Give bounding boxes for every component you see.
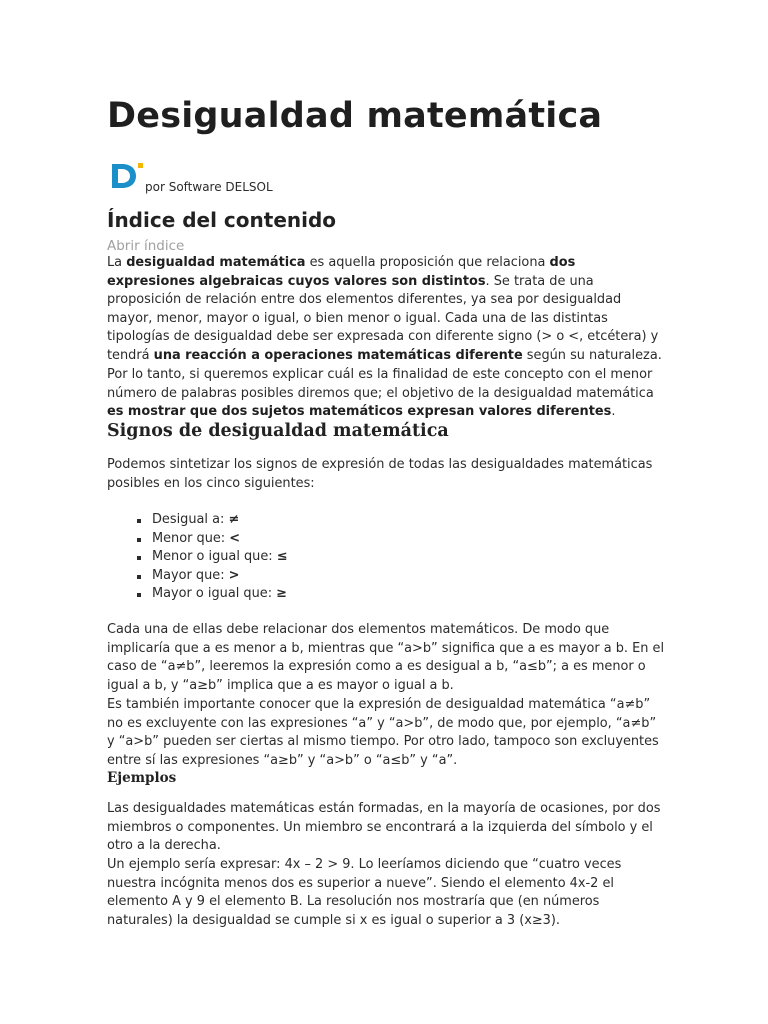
toc-title: Índice del contenido [107,208,337,232]
author-name: por Software DELSOL [145,180,273,194]
table-of-contents [107,208,667,254]
delsol-logo-icon [110,160,144,190]
sign-symbol: ≠ [228,512,240,527]
signos-paragraph-2: Es también importante conocer que la expresión de desigualdad matemática “a≠b” no es excluyente con las expresiones “a” y “a>b”, de modo que, por ejemplo, “a≠b” y “a>b” pueden ser ciertas al mismo tiempo. Por otro lado, tampoco son excluyentes entre sí las expresiones “a≥b” y “a>b” o “a≤b” y “a”. [107,697,659,768]
sign-symbol: ≥ [276,586,287,602]
list-item: Menor o igual que: ≤ [152,548,288,567]
bold-term: dos expresiones algebraicas cuyos valores son distintos [107,255,576,289]
sign-symbol: > [228,567,240,583]
sign-symbol: < [229,530,241,546]
list-item: Mayor o igual que: ≥ [152,585,288,604]
list-item: Mayor que: > [152,567,288,586]
ejemplos-paragraph-2: Un ejemplo sería expresar: 4x – 2 > 9. Lo leeríamos diciendo que “cuatro veces nuestra incógnita menos dos es superior a nueve”. Siendo el elemento 4x-2 el elemento A y 9 el elemento B. La resolución nos mostraría que (en números naturales) la desigualdad se cumple si x es igual o superior a 3 (x≥3). [107,857,622,928]
list-item: Desigual a: ≠ [152,511,288,530]
bold-term: desigualdad matemática [126,255,306,270]
bold-term: es mostrar que dos sujetos matemáticos expresan valores diferentes [107,404,612,420]
intro-paragraph-1: La desigualdad matemática es aquella proposición que relaciona dos expresiones algebraicas cuyos valores son distintos. Se trata de una proposición de relación entre dos elementos diferentes, ya sea por desigualdad mayor, menor, mayor o igual, o bien menor o igual. Cada una de las distintas tipologías de desigualdad debe ser expresada con diferente signo (> o <, etcétera) y tendrá una reacción a operaciones matemáticas diferente según su naturaleza. [107,255,662,363]
toc-toggle-link[interactable]: Abrir índice [107,238,185,254]
sign-symbol: ≤ [276,549,288,565]
signs-list [152,511,288,604]
author-byline [107,158,507,194]
signos-intro: Podemos sintetizar los signos de expresión de todas las desigualdades matemáticas posibles en los cinco siguientes: [107,457,653,491]
bold-term: una reacción a operaciones matemáticas diferente [153,347,523,363]
intro-paragraph-2: Por lo tanto, si queremos explicar cuál es la finalidad de este concepto con el menor número de palabras posibles diremos que; el objetivo de la desigualdad matemática es mostrar que dos sujetos matemáticos expresan valores diferentes. [107,367,654,420]
list-item: Menor que: < [152,530,288,549]
section-heading-ejemplos: Ejemplos [107,770,177,786]
article-title: Desigualdad matemática [107,96,603,136]
ejemplos-paragraph-1: Las desigualdades matemáticas están formadas, en la mayoría de ocasiones, por dos miembros o componentes. Un miembro se encontrará a la izquierda del símbolo y el otro a la derecha. [107,801,661,854]
section-heading-signos: Signos de desigualdad matemática [107,421,449,441]
signos-paragraph-1: Cada una de ellas debe relacionar dos elementos matemáticos. De modo que implicaría que a es menor a b, mientras que “a>b” significa que a es mayor a b. En el caso de “a≠b”, leeremos la expresión como a es desigual a b, “a≤b”; a es menor o igual a b, y “a≥b” implica que a es mayor o igual a b. [107,622,665,693]
